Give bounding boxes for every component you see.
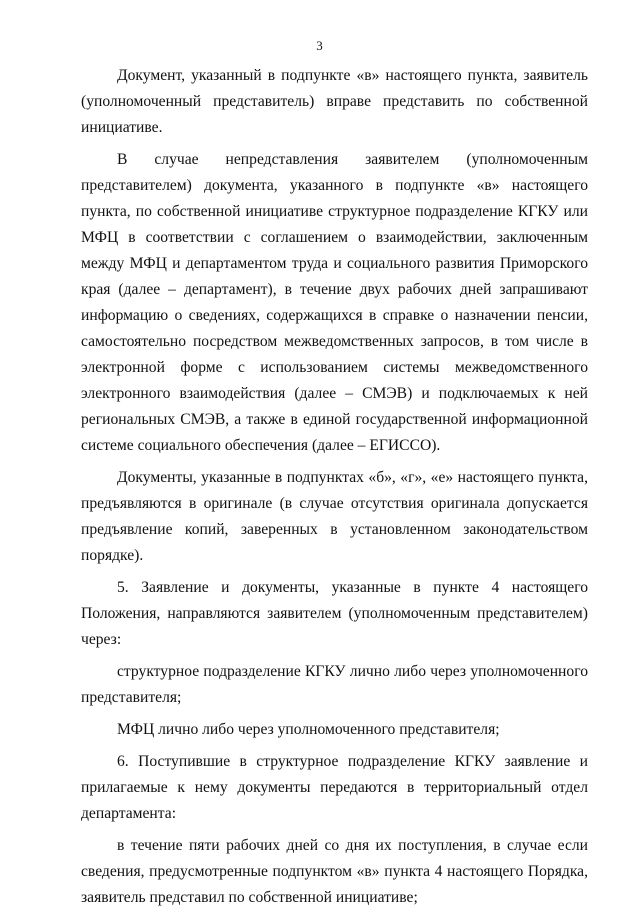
paragraph-interagency-request: В случае непредставления заявителем (уполномоченным представителем) документа, указанного в подпункте «в» настоящего пункта, по собственной инициативе структурное подразделение КГКУ или МФЦ в соответствии с соглашением о взаимодействии, заключенным между МФЦ и департаментом труда и социального развития Приморского края (далее – департамент), в течение двух рабочих дней запрашивают информацию о сведениях, содержащихся в справке о назначении пенсии, самостоятельно посредством межведомственных запросов, в том числе в электронной форме с использованием системы межведомственного электронного взаимодействия (далее – СМЭВ) и подключаемых к ней региональных СМЭВ, а также в единой государственной информационной системе социального обеспечения (далее – ЕГИССО).: [81, 151, 588, 454]
paragraph-mfc-submission: МФЦ лично либо через уполномоченного представителя;: [117, 721, 500, 738]
paragraph-document-optional: Документ, указанный в подпункте «в» настоящего пункта, заявитель (уполномоченный представитель) вправе представить по собственной инициативе.: [81, 67, 588, 136]
paragraph-kgku-submission: структурное подразделение КГКУ лично либо через уполномоченного представителя;: [81, 663, 588, 706]
paragraph-originals: Документы, указанные в подпунктах «б», «г», «е» настоящего пункта, предъявляются в оригинале (в случае отсутствия оригинала допускается предъявление копий, заверенных в установленном законодательством порядке).: [81, 469, 588, 564]
paragraph-five-days: в течение пяти рабочих дней со дня их поступления, в случае если сведения, предусмотренные подпунктом «в» пункта 4 настоящего Порядка, заявитель представил по собственной инициативе;: [81, 837, 588, 906]
paragraph-item-5: 5. Заявление и документы, указанные в пункте 4 настоящего Положения, направляются заявителем (уполномоченным представителем) через:: [81, 579, 588, 648]
document-body: [81, 63, 588, 911]
page-number: 3: [316, 38, 323, 53]
paragraph-item-6: 6. Поступившие в структурное подразделение КГКУ заявление и прилагаемые к нему документы передаются в территориальный отдел департамента:: [81, 753, 588, 822]
